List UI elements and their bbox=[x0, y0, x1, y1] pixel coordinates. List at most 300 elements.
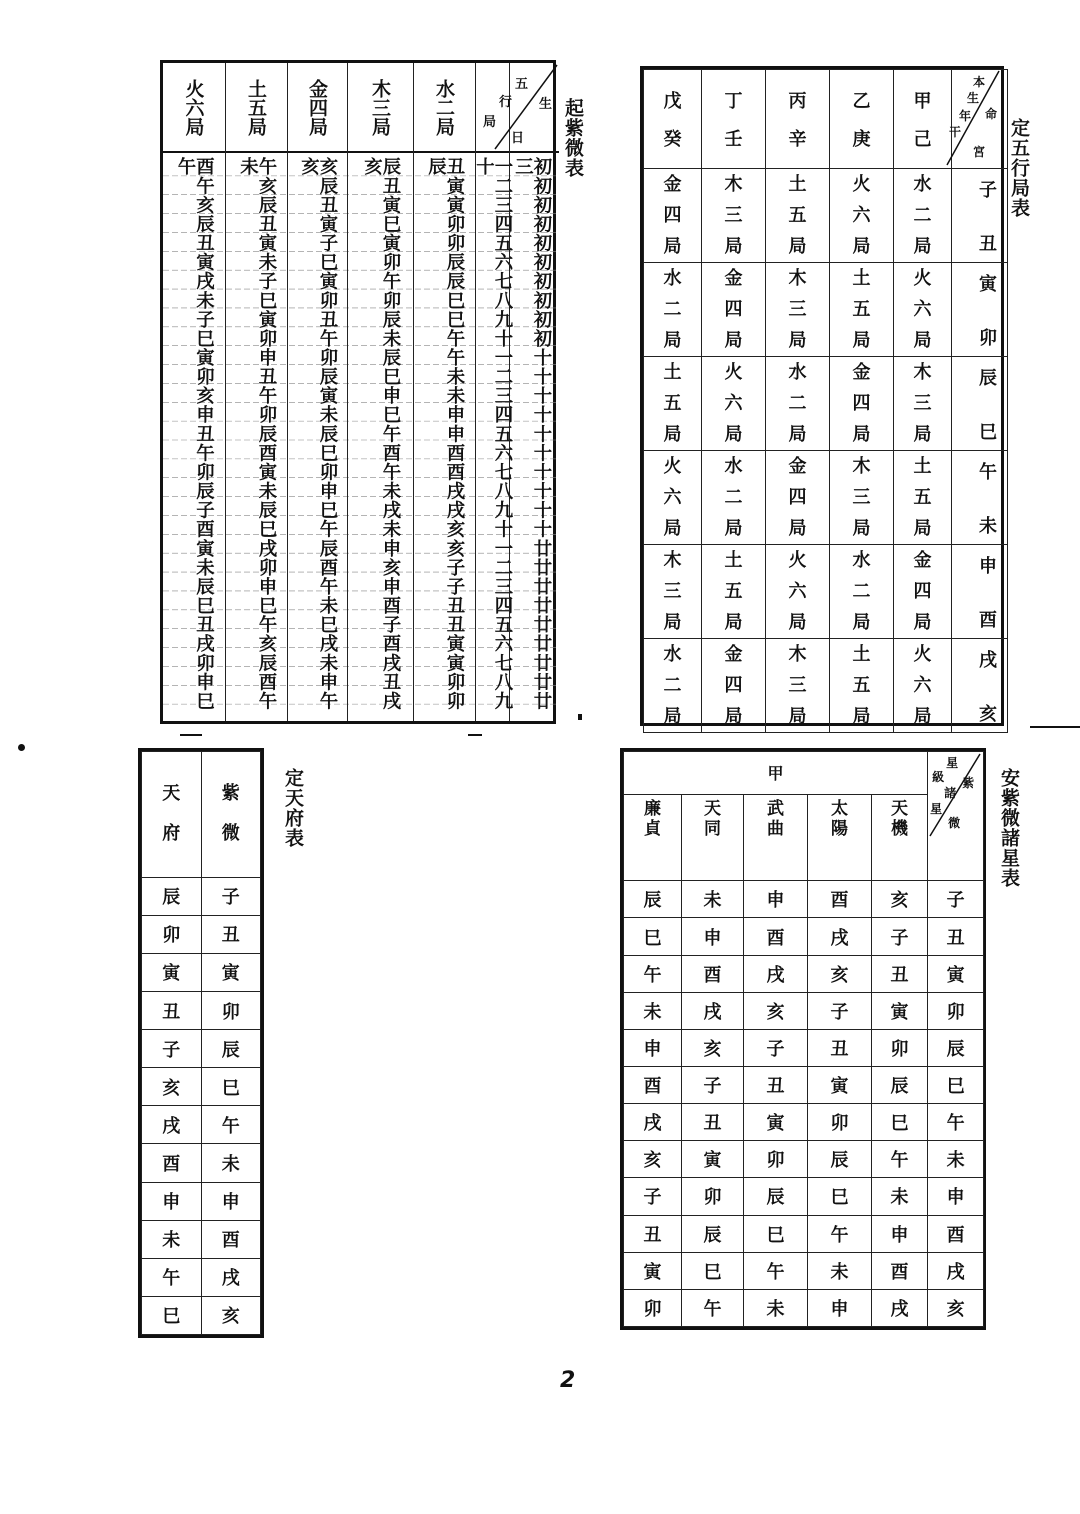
zhuxing-row bbox=[624, 918, 984, 955]
tianfu-cell: 丑 bbox=[201, 915, 261, 953]
zhuxing-cell: 丑 bbox=[808, 1029, 872, 1066]
zhuxing-cell: 戌 bbox=[744, 955, 808, 992]
wuxing-cell-char: 水 bbox=[852, 550, 871, 571]
wuxing-cell-char: 局 bbox=[663, 236, 682, 257]
wuxing-cell bbox=[702, 545, 766, 639]
wuxing-cell-char: 四 bbox=[724, 299, 743, 320]
wuxing-cell-char: 六 bbox=[663, 487, 682, 508]
tianfu-row bbox=[142, 1296, 261, 1334]
wuxing-cell-char: 木 bbox=[788, 268, 807, 289]
wuxing-cell bbox=[766, 545, 830, 639]
wuxing-corner-top: 本 bbox=[972, 75, 985, 89]
wuxing-cell bbox=[830, 545, 894, 639]
zhuxing-cell: 巳 bbox=[744, 1215, 808, 1252]
tianfu-header bbox=[201, 752, 261, 878]
zhuxing-cell: 申 bbox=[744, 881, 808, 918]
wuxing-cell bbox=[830, 169, 894, 263]
wuxing-table-caption: 定五行局表 bbox=[1008, 118, 1030, 218]
ziwei-column-values: 丑寅寅卯卯辰辰巳巳午午未未申申酉酉戌戌亥亥子子丑丑寅寅卯卯辰 bbox=[425, 157, 465, 711]
wuxing-corner-bottom: 宮 bbox=[972, 145, 985, 159]
tianfu-row bbox=[142, 953, 261, 991]
wuxing-branch-bottom: 丑 bbox=[979, 233, 997, 255]
zhuxing-cell: 巳 bbox=[682, 1252, 744, 1289]
wuxing-cell bbox=[766, 451, 830, 545]
wuxing-branch-top: 辰 bbox=[979, 367, 997, 389]
wuxing-cell-char: 金 bbox=[788, 456, 807, 477]
wuxing-cell-char: 土 bbox=[913, 456, 932, 477]
ziwei-column-header: 金四局 bbox=[306, 78, 328, 136]
wuxing-cell-char: 局 bbox=[913, 236, 932, 257]
ziwei-corner-right-top: 生 bbox=[539, 97, 553, 112]
zhuxing-cell: 卯 bbox=[682, 1178, 744, 1215]
tianfu-cell: 子 bbox=[142, 1030, 202, 1068]
zhuxing-group-row bbox=[624, 752, 984, 795]
zhuxing-cell: 亥 bbox=[744, 992, 808, 1029]
wuxing-cell bbox=[644, 545, 702, 639]
zhuxing-cell: 子 bbox=[624, 1178, 682, 1215]
wuxing-cell-char: 局 bbox=[724, 518, 743, 539]
zhuxing-cell: 亥 bbox=[872, 881, 928, 918]
wuxing-cell-char: 火 bbox=[913, 268, 932, 289]
zhuxing-cell: 寅 bbox=[872, 992, 928, 1029]
ziwei-table-caption: 起紫微表 bbox=[562, 98, 584, 178]
tianfu-cell: 未 bbox=[142, 1220, 202, 1258]
wuxing-cell bbox=[766, 169, 830, 263]
wuxing-corner-mid2: 命 bbox=[984, 107, 997, 121]
zhuxing-star-header bbox=[872, 794, 928, 881]
wuxing-cell-char: 局 bbox=[788, 706, 807, 727]
wuxing-cell-char: 四 bbox=[788, 487, 807, 508]
wuxing-cell-char: 三 bbox=[852, 487, 871, 508]
zhuxing-star-header-char: 曲 bbox=[767, 818, 784, 839]
wuxing-cell-char: 金 bbox=[724, 644, 743, 665]
zhuxing-cell: 午 bbox=[624, 955, 682, 992]
wuxing-cell-char: 局 bbox=[788, 612, 807, 633]
wuxing-cell bbox=[894, 169, 952, 263]
ziwei-column-values: 亥辰丑寅子巳寅卯丑午卯辰寅未辰巳卯申巳午辰酉午未巳戌未申午亥 bbox=[298, 157, 338, 711]
wuxing-cell bbox=[644, 263, 702, 357]
wuxing-cell-char: 局 bbox=[913, 518, 932, 539]
wuxing-cell-char: 局 bbox=[788, 330, 807, 351]
wuxing-cell bbox=[702, 357, 766, 451]
zhuxing-cell: 辰 bbox=[928, 1029, 984, 1066]
tianfu-cell: 酉 bbox=[142, 1144, 202, 1182]
tianfu-cell: 丑 bbox=[142, 991, 202, 1029]
zhuxing-cell: 酉 bbox=[624, 1067, 682, 1104]
wuxing-cell-char: 火 bbox=[852, 174, 871, 195]
wuxing-cell-char: 木 bbox=[663, 550, 682, 571]
wuxing-cell-char: 二 bbox=[788, 393, 807, 414]
zhuxing-cell: 子 bbox=[682, 1067, 744, 1104]
wuxing-stem-bottom: 癸 bbox=[663, 129, 682, 150]
wuxing-cell-char: 六 bbox=[913, 299, 932, 320]
wuxing-cell-char: 五 bbox=[852, 675, 871, 696]
wuxing-cell-char: 四 bbox=[913, 581, 932, 602]
wuxing-cell-char: 四 bbox=[724, 675, 743, 696]
zhuxing-cell: 酉 bbox=[682, 955, 744, 992]
wuxing-cell-char: 二 bbox=[663, 299, 682, 320]
zhuxing-cell: 寅 bbox=[682, 1141, 744, 1178]
zhuxing-star-header bbox=[744, 794, 808, 881]
wuxing-cell-char: 土 bbox=[852, 268, 871, 289]
wuxing-cell-char: 三 bbox=[788, 675, 807, 696]
wuxing-cell bbox=[894, 357, 952, 451]
zhuxing-cell: 午 bbox=[872, 1141, 928, 1178]
scan-line bbox=[1030, 726, 1080, 728]
zhuxing-corner-mid: 級 bbox=[932, 770, 945, 784]
wuxing-cell-char: 五 bbox=[788, 205, 807, 226]
wuxing-cell-char: 土 bbox=[852, 644, 871, 665]
wuxing-cell-char: 水 bbox=[788, 362, 807, 383]
zhuxing-star-header-char: 天 bbox=[704, 798, 721, 819]
tianfu-header-char: 微 bbox=[221, 823, 240, 845]
zhuxing-cell: 午 bbox=[928, 1104, 984, 1141]
wuxing-cell-char: 二 bbox=[913, 205, 932, 226]
wuxing-branch-cell bbox=[952, 639, 1008, 733]
wuxing-stem-top: 丙 bbox=[788, 91, 807, 112]
tianfu-table-caption: 定天府表 bbox=[282, 768, 304, 848]
wuxing-branch-top: 午 bbox=[979, 461, 997, 483]
wuxing-branch-bottom: 卯 bbox=[979, 327, 997, 349]
wuxing-cell-char: 局 bbox=[788, 236, 807, 257]
wuxing-stem-top: 甲 bbox=[913, 91, 932, 112]
zhuxing-cell: 申 bbox=[928, 1178, 984, 1215]
wuxing-cell-char: 土 bbox=[788, 174, 807, 195]
zhuxing-cell: 午 bbox=[744, 1252, 808, 1289]
wuxing-cell-char: 水 bbox=[724, 456, 743, 477]
wuxing-cell-char: 火 bbox=[663, 456, 682, 477]
zhuxing-cell: 丑 bbox=[624, 1215, 682, 1252]
wuxing-cell-char: 局 bbox=[663, 518, 682, 539]
zhuxing-cell: 丑 bbox=[872, 955, 928, 992]
wuxing-branch-bottom: 巳 bbox=[979, 421, 997, 443]
page-number: 2 bbox=[560, 1368, 576, 1393]
wuxing-cell bbox=[894, 545, 952, 639]
zhuxing-row bbox=[624, 1141, 984, 1178]
wuxing-stem-bottom: 庚 bbox=[852, 129, 871, 150]
zhuxing-row bbox=[624, 1289, 984, 1326]
zhuxing-cell: 卯 bbox=[624, 1289, 682, 1326]
zhuxing-cell: 申 bbox=[682, 918, 744, 955]
zhuxing-cell: 戌 bbox=[872, 1289, 928, 1326]
wuxing-cell-char: 二 bbox=[852, 581, 871, 602]
zhuxing-corner-right: 紫 bbox=[962, 776, 975, 790]
wuxing-cell-char: 局 bbox=[724, 706, 743, 727]
ziwei-corner-left: 行 bbox=[499, 95, 513, 110]
tianfu-row bbox=[142, 915, 261, 953]
zhuxing-cell: 寅 bbox=[808, 1067, 872, 1104]
wuxing-cell-char: 局 bbox=[913, 612, 932, 633]
wuxing-stem-header bbox=[830, 70, 894, 169]
tianfu-cell: 亥 bbox=[201, 1296, 261, 1334]
zhuxing-corner-left: 星 bbox=[930, 802, 943, 816]
wuxing-branch-top: 寅 bbox=[979, 273, 997, 295]
wuxing-cell-char: 局 bbox=[663, 706, 682, 727]
zhuxing-cell: 未 bbox=[624, 992, 682, 1029]
ziwei-column-values: 初初初初初初初初初初十十十十十十十十十十廿廿廿廿廿廿廿廿廿三 bbox=[512, 157, 552, 711]
wuxing-cell bbox=[830, 639, 894, 733]
ziwei-table bbox=[160, 60, 556, 724]
tianfu-cell: 巳 bbox=[201, 1068, 261, 1106]
zhuxing-row bbox=[624, 992, 984, 1029]
zhuxing-row bbox=[624, 1067, 984, 1104]
tianfu-cell: 亥 bbox=[142, 1068, 202, 1106]
wuxing-cell bbox=[766, 639, 830, 733]
zhuxing-cell: 亥 bbox=[624, 1141, 682, 1178]
wuxing-cell-char: 局 bbox=[663, 424, 682, 445]
wuxing-cell-char: 局 bbox=[852, 612, 871, 633]
wuxing-stem-top: 乙 bbox=[852, 91, 871, 112]
tianfu-cell: 卯 bbox=[142, 915, 202, 953]
wuxing-cell-char: 金 bbox=[913, 550, 932, 571]
ziwei-corner-bottom: 日 bbox=[511, 131, 525, 146]
tianfu-cell: 酉 bbox=[201, 1220, 261, 1258]
wuxing-row bbox=[644, 263, 1008, 357]
tianfu-row bbox=[142, 1144, 261, 1182]
wuxing-cell-char: 四 bbox=[663, 205, 682, 226]
zhuxing-cell: 亥 bbox=[808, 955, 872, 992]
wuxing-branch-cell bbox=[952, 451, 1008, 545]
zhuxing-cell: 子 bbox=[872, 918, 928, 955]
zhuxing-star-header-char: 貞 bbox=[644, 818, 661, 839]
zhuxing-cell: 丑 bbox=[682, 1104, 744, 1141]
wuxing-cell-char: 六 bbox=[788, 581, 807, 602]
tianfu-cell: 卯 bbox=[201, 991, 261, 1029]
tianfu-cell: 戌 bbox=[142, 1106, 202, 1144]
zhuxing-cell: 卯 bbox=[872, 1029, 928, 1066]
tianfu-header-char: 府 bbox=[162, 823, 181, 845]
wuxing-cell-char: 五 bbox=[852, 299, 871, 320]
tianfu-row bbox=[142, 877, 261, 915]
ziwei-column bbox=[413, 63, 475, 721]
zhuxing-cell: 未 bbox=[872, 1178, 928, 1215]
wuxing-cell bbox=[702, 639, 766, 733]
wuxing-cell-char: 四 bbox=[852, 393, 871, 414]
zhuxing-cell: 子 bbox=[928, 881, 984, 918]
zhuxing-cell: 未 bbox=[682, 881, 744, 918]
wuxing-cell-char: 局 bbox=[788, 424, 807, 445]
wuxing-branch-bottom: 未 bbox=[979, 515, 997, 537]
wuxing-row bbox=[644, 639, 1008, 733]
wuxing-cell-char: 木 bbox=[913, 362, 932, 383]
zhuxing-cell: 午 bbox=[682, 1289, 744, 1326]
zhuxing-row bbox=[624, 1104, 984, 1141]
wuxing-corner-mid3: 年 bbox=[958, 109, 971, 123]
tianfu-cell: 子 bbox=[201, 877, 261, 915]
wuxing-cell-char: 局 bbox=[663, 330, 682, 351]
wuxing-cell-char: 局 bbox=[724, 424, 743, 445]
zhuxing-cell: 申 bbox=[872, 1215, 928, 1252]
tianfu-cell: 巳 bbox=[142, 1296, 202, 1334]
ziwei-column-values: 一二三四五六七八九十一二三四五六七八九十一二三四五六七八九十 bbox=[473, 157, 513, 711]
ziwei-corner-top: 五 bbox=[515, 77, 529, 92]
wuxing-cell-char: 三 bbox=[788, 299, 807, 320]
wuxing-cell-char: 二 bbox=[663, 675, 682, 696]
wuxing-cell bbox=[702, 263, 766, 357]
tianfu-cell: 未 bbox=[201, 1144, 261, 1182]
zhuxing-cell: 酉 bbox=[744, 918, 808, 955]
zhuxing-cell: 卯 bbox=[808, 1104, 872, 1141]
wuxing-cell-char: 局 bbox=[724, 330, 743, 351]
zhuxing-row bbox=[624, 955, 984, 992]
wuxing-cell bbox=[830, 263, 894, 357]
ziwei-column bbox=[287, 63, 347, 721]
zhuxing-cell: 申 bbox=[808, 1289, 872, 1326]
wuxing-stem-bottom: 壬 bbox=[724, 129, 743, 150]
tianfu-header-char: 天 bbox=[162, 783, 181, 805]
zhuxing-cell: 酉 bbox=[928, 1215, 984, 1252]
wuxing-branch-bottom: 酉 bbox=[979, 609, 997, 631]
wuxing-cell-char: 水 bbox=[663, 644, 682, 665]
wuxing-cell-char: 局 bbox=[724, 612, 743, 633]
zhuxing-cell: 亥 bbox=[682, 1029, 744, 1066]
wuxing-cell-char: 五 bbox=[663, 393, 682, 414]
wuxing-cell-char: 局 bbox=[724, 236, 743, 257]
zhuxing-cell: 申 bbox=[624, 1029, 682, 1066]
ziwei-column bbox=[509, 63, 553, 721]
zhuxing-corner-center: 諸 bbox=[944, 786, 957, 800]
zhuxing-cell: 酉 bbox=[872, 1252, 928, 1289]
wuxing-cell-char: 局 bbox=[913, 424, 932, 445]
wuxing-cell-char: 三 bbox=[913, 393, 932, 414]
wuxing-cell bbox=[644, 357, 702, 451]
wuxing-cell-char: 六 bbox=[724, 393, 743, 414]
scan-line bbox=[180, 734, 202, 736]
zhuxing-table bbox=[620, 748, 986, 1330]
wuxing-branch-top: 申 bbox=[979, 555, 997, 577]
zhuxing-corner-cell bbox=[928, 752, 984, 881]
wuxing-branch-cell bbox=[952, 169, 1008, 263]
wuxing-cell-char: 火 bbox=[788, 550, 807, 571]
wuxing-stem-header bbox=[702, 70, 766, 169]
wuxing-branch-cell bbox=[952, 263, 1008, 357]
zhuxing-star-header-char: 機 bbox=[891, 818, 909, 839]
zhuxing-cell: 戌 bbox=[624, 1104, 682, 1141]
zhuxing-star-header-char: 同 bbox=[704, 818, 721, 839]
wuxing-cell bbox=[830, 357, 894, 451]
tianfu-header bbox=[142, 752, 202, 878]
zhuxing-star-header bbox=[808, 794, 872, 881]
zhuxing-cell: 巳 bbox=[872, 1104, 928, 1141]
zhuxing-cell: 未 bbox=[928, 1141, 984, 1178]
tianfu-row bbox=[142, 1068, 261, 1106]
tianfu-row bbox=[142, 1182, 261, 1220]
wuxing-cell-char: 金 bbox=[852, 362, 871, 383]
zhuxing-cell: 未 bbox=[808, 1252, 872, 1289]
zhuxing-corner-bottom: 微 bbox=[948, 816, 961, 830]
wuxing-branch-top: 子 bbox=[979, 179, 997, 201]
ziwei-column bbox=[163, 63, 225, 721]
zhuxing-cell: 辰 bbox=[808, 1141, 872, 1178]
wuxing-cell-char: 局 bbox=[852, 518, 871, 539]
zhuxing-cell: 亥 bbox=[928, 1289, 984, 1326]
ziwei-column-values: 辰丑寅巳寅卯午卯辰未辰巳申巳午酉午未戌未申亥申酉子酉戌丑戌亥 bbox=[361, 157, 401, 711]
ziwei-column-values: 酉午亥辰丑寅戌未子巳寅卯亥申丑午卯辰子酉寅未辰巳丑戌卯申巳午 bbox=[175, 157, 215, 711]
tianfu-row bbox=[142, 1106, 261, 1144]
wuxing-cell-char: 二 bbox=[724, 487, 743, 508]
zhuxing-cell: 午 bbox=[808, 1215, 872, 1252]
tianfu-cell: 辰 bbox=[201, 1030, 261, 1068]
wuxing-cell-char: 火 bbox=[913, 644, 932, 665]
zhuxing-cell: 未 bbox=[744, 1289, 808, 1326]
tianfu-cell: 午 bbox=[201, 1106, 261, 1144]
zhuxing-corner-top: 星 bbox=[946, 756, 959, 770]
ziwei-column-header: 木三局 bbox=[369, 78, 391, 136]
zhuxing-cell: 酉 bbox=[808, 881, 872, 918]
tianfu-table bbox=[138, 748, 264, 1338]
wuxing-cell bbox=[766, 357, 830, 451]
wuxing-cell-char: 六 bbox=[852, 205, 871, 226]
zhuxing-star-header-char: 天 bbox=[891, 798, 909, 819]
ziwei-column bbox=[347, 63, 413, 721]
zhuxing-row bbox=[624, 1178, 984, 1215]
zhuxing-cell: 戌 bbox=[928, 1252, 984, 1289]
wuxing-cell-char: 水 bbox=[913, 174, 932, 195]
wuxing-cell-char: 五 bbox=[913, 487, 932, 508]
wuxing-row bbox=[644, 451, 1008, 545]
wuxing-cell bbox=[702, 451, 766, 545]
wuxing-stem-bottom: 辛 bbox=[788, 129, 807, 150]
zhuxing-star-header-char: 太 bbox=[831, 798, 848, 819]
wuxing-cell bbox=[894, 639, 952, 733]
wuxing-branch-top: 戌 bbox=[979, 649, 997, 671]
ziwei-column bbox=[225, 63, 287, 721]
zhuxing-cell: 戌 bbox=[808, 918, 872, 955]
zhuxing-cell: 寅 bbox=[928, 955, 984, 992]
wuxing-row bbox=[644, 169, 1008, 263]
wuxing-row bbox=[644, 357, 1008, 451]
wuxing-cell bbox=[894, 263, 952, 357]
zhuxing-cell: 卯 bbox=[928, 992, 984, 1029]
ziwei-corner-left-bottom: 局 bbox=[483, 115, 497, 130]
wuxing-stem-top: 戊 bbox=[663, 91, 682, 112]
tianfu-row bbox=[142, 1258, 261, 1296]
wuxing-cell-char: 水 bbox=[663, 268, 682, 289]
wuxing-cell-char: 土 bbox=[663, 362, 682, 383]
ziwei-column bbox=[473, 63, 513, 721]
wuxing-cell-char: 局 bbox=[852, 424, 871, 445]
wuxing-cell-char: 金 bbox=[663, 174, 682, 195]
zhuxing-table-caption: 安紫微諸星表 bbox=[998, 768, 1020, 888]
wuxing-cell bbox=[644, 169, 702, 263]
zhuxing-row bbox=[624, 881, 984, 918]
wuxing-cell-char: 木 bbox=[852, 456, 871, 477]
wuxing-cell bbox=[894, 451, 952, 545]
zhuxing-row bbox=[624, 1252, 984, 1289]
zhuxing-cell: 戌 bbox=[682, 992, 744, 1029]
tianfu-row bbox=[142, 991, 261, 1029]
wuxing-table bbox=[640, 66, 1004, 726]
wuxing-cell-char: 三 bbox=[663, 581, 682, 602]
wuxing-cell-char: 金 bbox=[724, 268, 743, 289]
zhuxing-star-header-char: 武 bbox=[767, 798, 784, 819]
wuxing-cell-char: 三 bbox=[724, 205, 743, 226]
ziwei-column-header: 土五局 bbox=[245, 78, 267, 136]
ziwei-column-values: 午亥辰丑寅未子巳寅卯申丑午卯辰酉寅未辰巳戌卯申巳午亥辰酉午未 bbox=[237, 157, 277, 711]
wuxing-cell bbox=[830, 451, 894, 545]
scan-speck bbox=[578, 714, 582, 720]
wuxing-cell-char: 木 bbox=[724, 174, 743, 195]
tianfu-row bbox=[142, 1220, 261, 1258]
ziwei-column-header: 水二局 bbox=[433, 78, 455, 136]
tianfu-header-row bbox=[142, 752, 261, 878]
zhuxing-cell: 辰 bbox=[682, 1215, 744, 1252]
scan-speck bbox=[18, 744, 25, 751]
zhuxing-cell: 巳 bbox=[928, 1067, 984, 1104]
wuxing-cell-char: 土 bbox=[724, 550, 743, 571]
wuxing-stem-bottom: 己 bbox=[913, 129, 932, 150]
tianfu-cell: 辰 bbox=[142, 877, 202, 915]
